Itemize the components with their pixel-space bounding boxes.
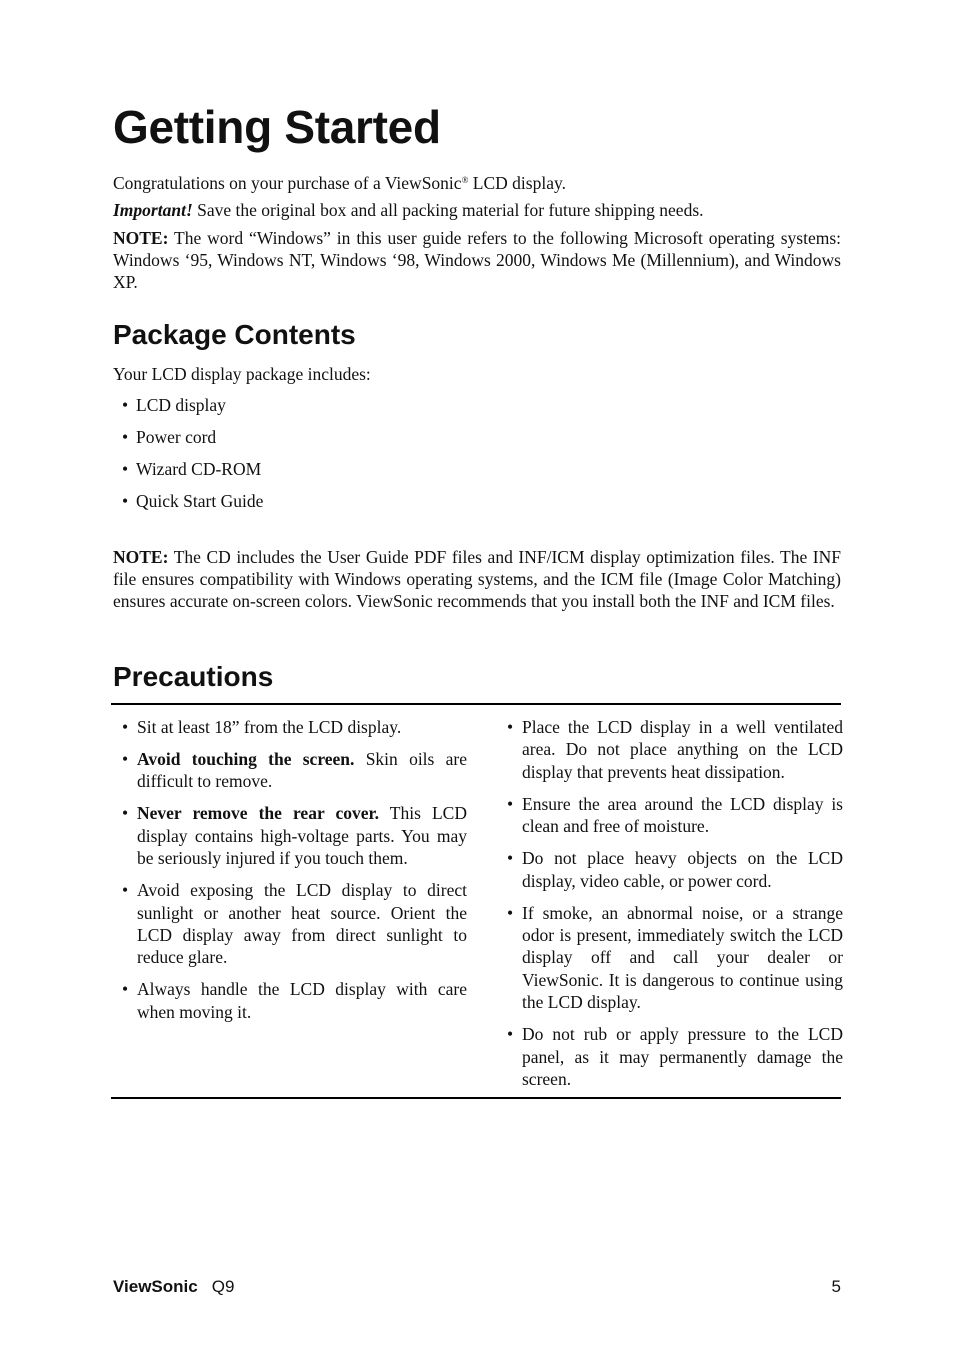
registered-mark: ® [461, 175, 469, 185]
bullet-mark: • [122, 979, 129, 1000]
precaution-text: Place the LCD display in a well ventilated area. Do not place anything on the LCD display that prevents heat dissipation. [522, 717, 843, 782]
bullet-mark: • [122, 803, 129, 824]
package-item [113, 392, 263, 424]
bullet-mark: • [507, 848, 514, 869]
precaution-emphasis: Avoid touching the screen. [137, 749, 355, 769]
precaution-text: Do not rub or apply pressure to the LCD panel, as it may permanently damage the screen. [522, 1024, 843, 1090]
precaution-item [498, 847, 843, 892]
bullet-mark: • [122, 717, 129, 737]
precaution-item [498, 716, 843, 783]
note-label: NOTE: [113, 228, 169, 248]
note-label: NOTE: [113, 547, 169, 567]
precaution-item [498, 793, 843, 838]
bullet-mark: • [122, 395, 129, 415]
bullet-mark: • [507, 902, 514, 923]
precaution-text: Always handle the LCD display with care when moving it. [137, 979, 467, 1022]
precautions-heading: Precautions [113, 661, 274, 692]
package-contents-heading: Package Contents [113, 319, 356, 350]
package-item [113, 488, 263, 520]
precaution-item [113, 748, 467, 793]
precaution-item [498, 1023, 843, 1090]
bullet-mark: • [507, 1024, 514, 1045]
bullet-mark: • [122, 459, 129, 479]
package-item-label: Quick Start Guide [136, 491, 264, 511]
package-item-label: LCD display [136, 395, 226, 415]
precaution-text: Skin oils are difficult to remove. [137, 749, 467, 792]
precaution-item [113, 802, 467, 869]
bullet-mark: • [122, 491, 129, 511]
package-lead: Your LCD display package includes: [113, 364, 371, 384]
page-footer [113, 1277, 841, 1297]
precautions-bottom-rule [111, 1097, 841, 1099]
precaution-text: Do not place heavy objects on the LCD display, video cable, or power cord. [522, 848, 843, 891]
precaution-text: If smoke, an abnormal noise, or a strange odor is present, immediately switch the LCD display off and call your dealer or ViewSonic. It is dangerous to continue using the LCD display. [522, 902, 843, 1013]
precaution-text: Ensure the area around the LCD display is clean and free of moisture. [522, 793, 843, 837]
package-item [113, 456, 263, 488]
footer-brand: ViewSonic [113, 1277, 198, 1296]
bullet-mark: • [122, 880, 129, 901]
important-label: Important! [113, 200, 193, 220]
page-title: Getting Started [113, 101, 441, 153]
footer-model: Q9 [211, 1277, 235, 1296]
precaution-item [113, 978, 467, 1023]
bullet-mark: • [122, 749, 129, 769]
congratulations-paragraph: Congratulations on your purchase of a ViewSonic® LCD display. [113, 173, 566, 193]
precaution-text: Avoid exposing the LCD display to direct sunlight or another heat source. Orient the LCD display away from direct sunlight to reduce glare. [137, 880, 467, 968]
precautions-top-rule [111, 703, 841, 705]
package-item [113, 424, 263, 456]
precaution-emphasis: Never remove the rear cover. [137, 803, 380, 824]
package-item-label: Wizard CD-ROM [136, 459, 262, 479]
package-item-label: Power cord [136, 427, 217, 447]
windows-note-paragraph: NOTE: The word “Windows” in this user guide refers to the following Microsoft operating systems: Windows ‘95, Windows NT, Windows ‘98, Windows 2000, Windows Me (Millennium), and Windows XP. [113, 228, 841, 292]
precaution-item [113, 716, 467, 738]
bullet-mark: • [507, 793, 514, 814]
page-number: 5 [831, 1277, 841, 1296]
bullet-mark: • [122, 427, 129, 447]
precaution-item [113, 879, 467, 969]
precaution-item [498, 902, 843, 1014]
bullet-mark: • [507, 717, 514, 737]
precautions-right-column [498, 716, 843, 1100]
precaution-text: This LCD display contains high-voltage parts. You may be seriously injured if you touch them. [137, 803, 467, 869]
precaution-text: Sit at least 18” from the LCD display. [137, 717, 402, 737]
important-paragraph: Important! Save the original box and all packing material for future shipping needs. [113, 200, 704, 220]
cd-note-paragraph: NOTE: The CD includes the User Guide PDF files and INF/ICM display optimization files. The INF file ensures compatibility with Windows operating systems, and the ICM file (Image Color Matching) ensures accurate on-screen colors. ViewSonic recommends that you install both the INF and ICM files. [113, 547, 841, 611]
package-contents-list [113, 392, 263, 520]
precautions-left-column [113, 716, 467, 1033]
